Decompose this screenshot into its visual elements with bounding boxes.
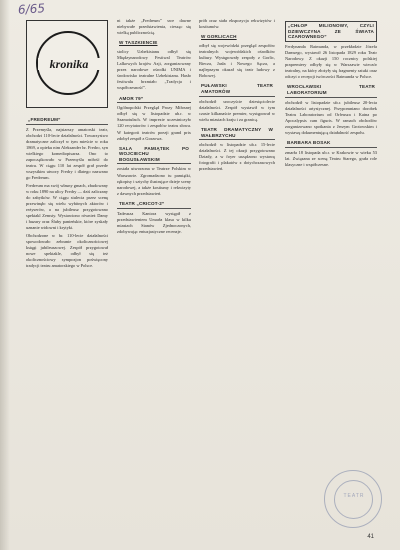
page-number: 41 [367,534,374,540]
section-heading: TEATR „CRICOT-2” [117,200,191,209]
logo-word: kronika [38,58,100,70]
article-paragraph: obchodził uroczyście dziesięciolecie działalności. Zespół wystawił w tym czasie kilkanaście premier, występował w wielu miastach kraju i za granicą. [199,98,275,122]
column-1-body [26,116,108,269]
article-paragraph: ni także „Fredreum” swe dawne niebywałe przedstawienia, ciesząc się wielką publicznością. [117,18,191,36]
article-paragraph: obchodził w listopadzie ub.r. jubileusz 20-lecia działalności artystycznej. Przypomniano dorobek Teatru Laboratorium od Orfeusza i Kaina po Apocalypsis cum figuris. W ramach obchodów zorganizowano spotkania z Jerzym Grotowskim i wystawę dokumentującą działalność zespołu. [285,99,377,135]
article-paragraph: zmarła 18 listopada ub.r. w Krakowie w wieku 53 lat. Związana ze sceną Teatru Starego, grała role klasyczne i współczesne. [285,149,377,167]
section-heading: BARBARA BOSAK [285,139,377,148]
section-heading: „FREDREUM” [26,116,108,125]
section-heading: AMOR 79” [117,95,191,104]
article-paragraph: stolicy Uzbekistanu odbył się Międzynarodowy Festiwal Teatrów Lalkowych krajów Azji, zorganizowany przez narodowe ośrodki UNIMA i środowisko teatralne Uzbekistanu. Hasło festiwalu brzmiało „Tradycja i współczesność”. [117,48,191,91]
section-heading: WROCŁAWSKI TEATR LABORATORIUM [285,83,377,97]
article-paragraph: prób oraz stała ekspozycja rekwizytów i kostiumów. [199,18,275,30]
stamp-text: TEATR [343,493,365,499]
article-paragraph: Obchodzone w br. 110-lecie działalności spowodowało zebranie okolicznościowej księgi jubileuszowej. Zespół przygotował nowe spektakle, odbył się też okolicznościowy sympozjon poświęcony tradycji teatru amatorskiego w Polsce. [26,232,108,269]
section-heading: TEATR DRAMATYCZNY W WAŁBRZYCHU [199,126,275,140]
section-heading: „CHŁOP MILIONOWY, CZYLI DZIEWCZYNA ZE ŚWIATA CZAROWNEGO” [285,21,377,42]
article-paragraph: Ferdynanda Raimunda, w przekładzie Józefa Damsego, wystawił 26 listopada 1829 roku Teatr Narodowy. Z okazji 150 rocznicy polskiej prapremiery odbyły się w Warszawie wieczór teatralny, na który złożyły się fragmenty sztuki oraz odczyt o recepcji twórczości Raimunda w Polsce. [285,43,377,80]
library-stamp [324,470,382,528]
kronika-logo [26,20,108,108]
binding-shadow [0,0,10,550]
article-paragraph: została utworzona w Teatrze Polskim w Warszawie. Zgromadzono tu pamiątki, rękopisy i sztychy ilustrujące dzieje sceny narodowej, a także kostiumy i rekwizyty z dawnych przedstawień. [117,166,192,196]
article-paragraph: Fredreum ma swój własny gmach, zbudowany w roku 1890 na ulicy Fredry — dziś zaliczany do zabytków. W ciągu stulecia przez scenę przewinęło się wielu wybitnych aktorów i reżyserów, a na jubileusz przygotowano spektakl Zemsty. Wystawiono również Damy i huzary oraz Śluby panieńskie, które zyskały uznanie widowni i krytyki. [26,182,108,231]
column-4 [285,18,377,169]
section-heading: PUŁAWSKI TEATR AMATORÓW [199,82,275,96]
section-heading: W TASZKIENCIE [119,40,158,46]
article-paragraph: Tadeusza Kantora wystąpił z przedstawieniem Umarła klasa w kilku miastach Stanów Zjednoczonych, zdobywając entuzjastyczne recenzje. [117,210,191,234]
article-paragraph: Z Przemyśla, najstarszy amatorski teatr, obchodzi 110-lecie działalności. Towarzystwo dramatyczne zaliczył w tym mieście w roku 1869, a opieku nim Aleksander hr. Fredro, syn wielkiego komediopisarza. Ono to zapoczątkowało w Przemyślu miłość do teatru. W ciągu 110 lat zespół grał przede wszystkim utwory Fredry i dlatego nazwano go Fredreum. [26,126,108,181]
column-1 [26,18,108,270]
article-paragraph: odbył się wojewódzki przegląd zespołów teatralnych wojewódzkich ośrodków kultury. Występowały zespoły z Gorlic, Biecza, Jasła i Nowego Sącza, a najlepszym okazał się teatr ludowy z Bobowej. [199,42,275,79]
section-heading: W GORLICACH [201,34,237,40]
column-2 [117,18,191,236]
article-paragraph: obchodził w listopadzie ub.r. 15-lecie działalności. Z tej okazji przygotowano Dziady, a w foyer urządzono wystawę fotografii i plakatów z dotychczasowych przedstawień. [199,142,275,172]
section-heading: SALA PAMIĄTEK PO WOJCIECHU BOGUSŁAWSKIM [117,145,191,165]
article-paragraph: Ogólnopolski Przegląd Prozy Miłosnej odbył się w listopadzie ub.r. w Szamotułach. W imprezie uczestniczyło 120 recytatorów i zespołów teatru słowa. W kategorii teatrów poezji grand prix zdobył zespół z Gorzowa. [117,105,191,141]
handwritten-note: 6/65 [17,1,46,17]
column-3 [199,18,275,174]
